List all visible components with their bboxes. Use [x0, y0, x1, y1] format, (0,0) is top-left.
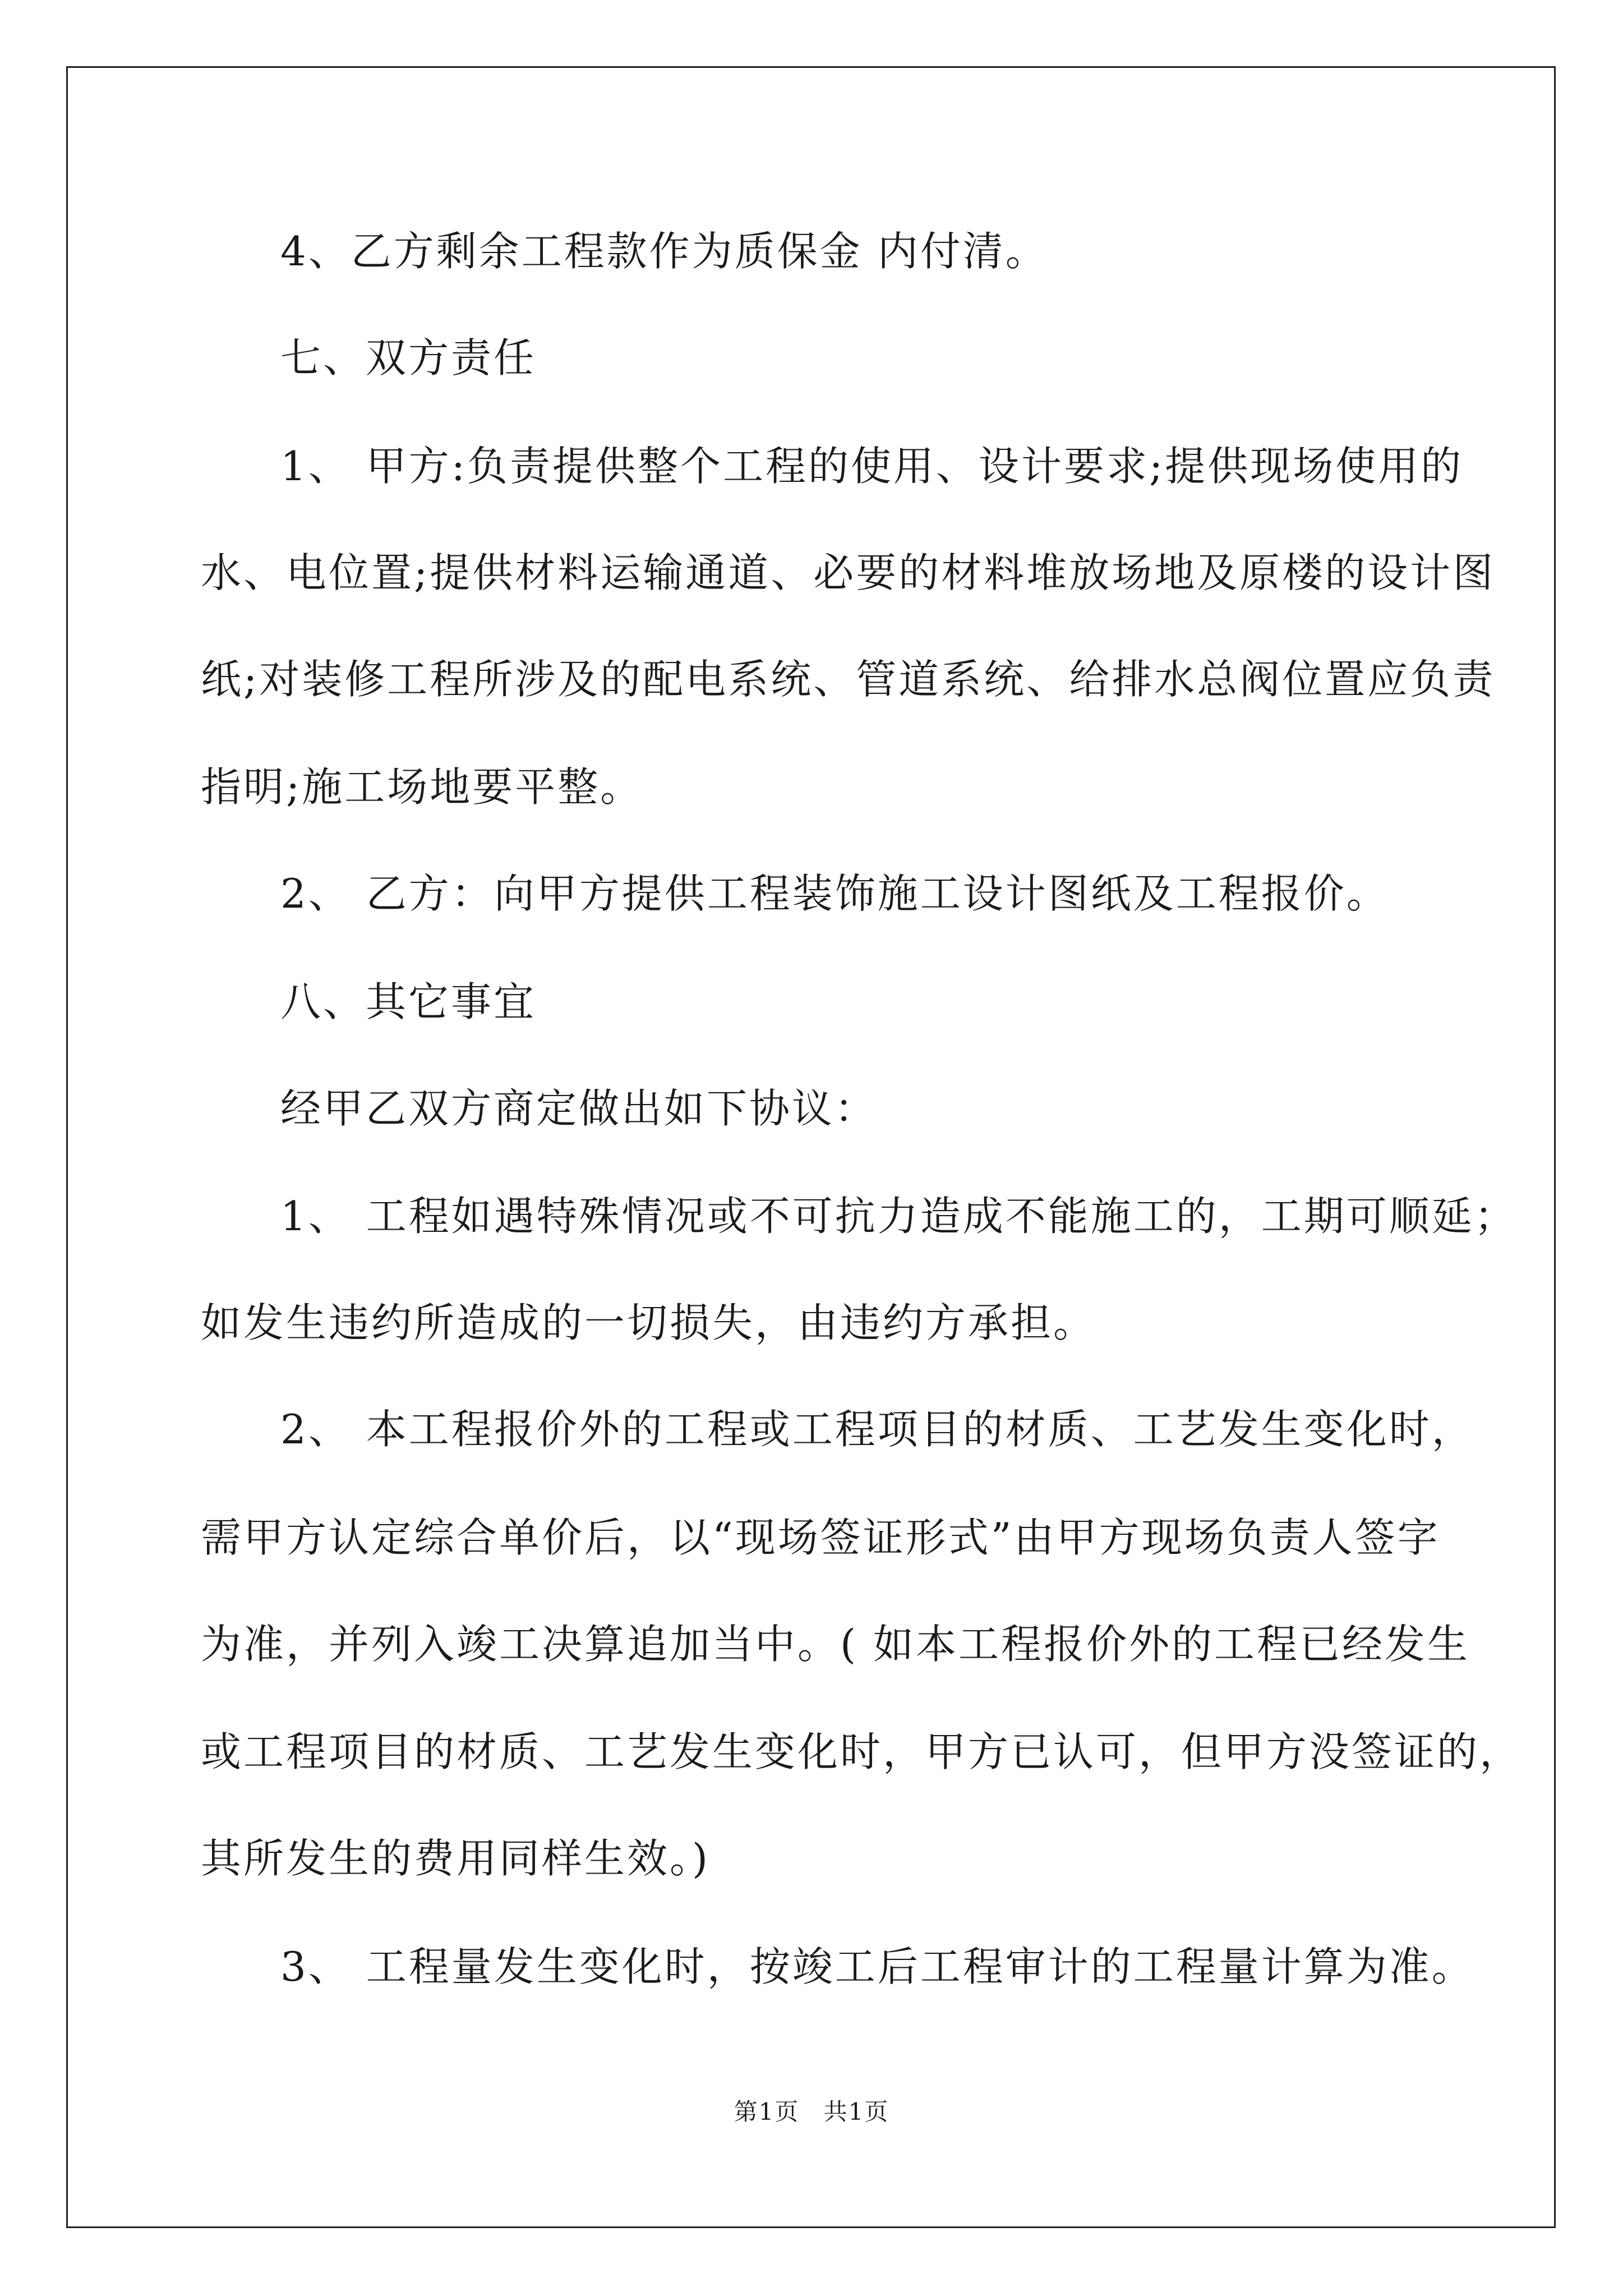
paragraph-line: 纸;对装修工程所涉及的配电系统、管道系统、给排水总阀位置应负责: [201, 656, 1496, 703]
paragraph-line: 2、 乙方：向甲方提供工程装饰施工设计图纸及工程报价。: [280, 870, 1389, 917]
section-heading: 八、其它事宜: [280, 978, 537, 1025]
paragraph-line: 为准，并列入竣工决算追加当中。( 如本工程报价外的工程已经发生: [201, 1621, 1470, 1668]
paragraph-line: 或工程项目的材质、工艺发生变化时，甲方已认可，但甲方没签证的，: [201, 1728, 1523, 1775]
paragraph-line: 指明;施工场地要平整。: [201, 763, 643, 811]
paragraph-line: 需甲方认定综合单价后，以“现场签证形式”由甲方现场负责人签字: [201, 1514, 1440, 1561]
page-frame: [66, 66, 1556, 2228]
paragraph-line: 1、 甲方:负责提供整个工程的使用、设计要求;提供现场使用的: [280, 443, 1464, 490]
section-heading: 七、双方责任: [280, 334, 537, 381]
page-footer: [0, 2093, 1623, 2127]
paragraph-line: 如发生违约所造成的一切损失，由违约方承担。: [201, 1299, 1096, 1346]
paragraph-line: 其所发生的费用同样生效。): [201, 1835, 711, 1882]
paragraph-line: 2、 本工程报价外的工程或工程项目的材质、工艺发生变化时，: [280, 1406, 1474, 1453]
paragraph-line: 3、 工程量发生变化时，按竣工后工程审计的工程量计算为准。: [280, 1943, 1474, 1990]
page-total: 共1页: [823, 2098, 889, 2125]
paragraph-line: 水、电位置;提供材料运输通道、必要的材料堆放场地及原楼的设计图: [201, 549, 1496, 596]
page-number: 第1页: [734, 2098, 800, 2125]
paragraph-line: 经甲乙双方商定做出如下协议：: [280, 1085, 878, 1132]
paragraph-line: 1、 工程如遇特殊情况或不可抗力造成不能施工的，工期可顺延；: [280, 1193, 1517, 1240]
paragraph-line: 4、乙方剩余工程款作为质保金 内付清。: [280, 228, 1048, 275]
